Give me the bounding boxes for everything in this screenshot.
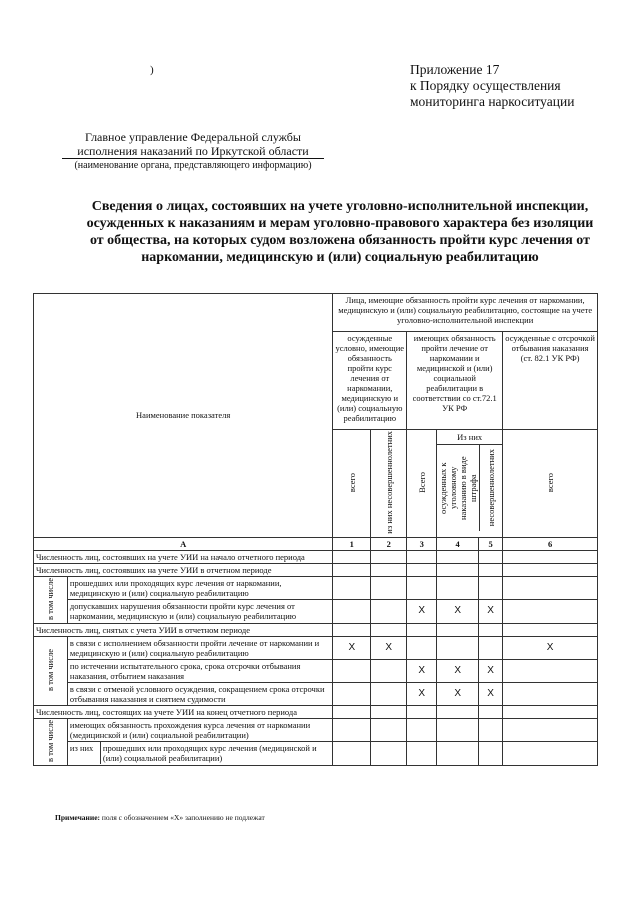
row-during-period: Численность лиц, состоявших на учете УИИ в отчетном периоде	[34, 563, 333, 576]
document-title: Сведения о лицах, состоявших на учете уголовно-исполнительной инспекции, осужденных к наказаниям и мерам уголовно-правового характера без изоляции от общества, на которых судом возложена обязанность пройти курс лечения от наркомании, медицинскую и (или) социальную реабилитацию	[86, 199, 594, 265]
na-mark: X	[479, 682, 503, 705]
na-mark: X	[437, 682, 479, 705]
na-mark: X	[437, 659, 479, 682]
col-all: всего	[333, 430, 371, 538]
row-removed: Численность лиц, снятых с учета УИИ в отчетном периоде	[34, 623, 333, 636]
annex-line-3: мониторинга наркоситуации	[410, 94, 575, 109]
stray-mark: )	[150, 64, 154, 76]
row-obligation-fulfilled: в связи с исполнением обязанности пройти лечение от наркомании и медицинскую и (или) социальную реабилитацию	[67, 636, 332, 659]
row-conviction-cancelled: в связи с отменой условного осуждения, сокращением срока отсрочки отбывания наказания и снятием судимости	[67, 682, 332, 705]
including-label-2: в том числе	[34, 636, 68, 705]
row-violations: допускавших нарушения обязанности пройти курс лечения от наркомании, медицинскую и (или) социальную реабилитацию	[67, 600, 332, 623]
group-header: Лица, имеющие обязанность пройти курс лечения от наркомании, медицинскую и (или) социальную реабилитацию, состоящие на учете уголовно-исполнительной инспекции	[333, 294, 598, 332]
subheader-conditional: осужденные условно, имеющие обязанность пройти курс лечения от наркомании, медицинскую и (или) социальную реабилитацию	[333, 332, 407, 430]
subheader-art-72-1: имеющих обязанность пройти лечение от наркомании и медицинской и (или) социальной реабилитации в соответствии со ст.72.1 УК РФ	[407, 332, 503, 430]
footnote-label: Примечание:	[55, 813, 101, 822]
col-number-1: 1	[333, 537, 371, 550]
col-number-a: А	[34, 537, 333, 550]
col-number-6: 6	[503, 537, 598, 550]
na-mark: X	[333, 636, 371, 659]
organization-line-2: исполнения наказаний по Иркутской области	[62, 144, 324, 159]
including-label-3: в том числе	[34, 718, 68, 765]
row-term-expired: по истечении испытательного срока, срока отсрочки отбывания наказания, отбытием наказания	[67, 659, 332, 682]
of-them-label: Из них	[437, 430, 502, 445]
col-number-3: 3	[407, 537, 437, 550]
na-mark: X	[503, 636, 598, 659]
footnote	[55, 813, 265, 822]
na-mark: X	[371, 636, 407, 659]
col-all-2: всего	[503, 430, 598, 538]
na-mark: X	[407, 682, 437, 705]
including-label-1: в том числе	[34, 576, 68, 623]
row-start-period: Численность лиц, состоявших на учете УИИ на начало отчетного периода	[34, 550, 333, 563]
na-mark: X	[479, 600, 503, 623]
subheader-art-82-1: осужденные с отсрочкой отбывания наказания (ст. 82.1 УК РФ)	[503, 332, 598, 430]
row-undergoing-treatment: прошедших или проходящих курс лечения от наркомании, медицинскую и (или) социальную реабилитацию	[67, 576, 332, 599]
col-number-2: 2	[371, 537, 407, 550]
col-number-5: 5	[479, 537, 503, 550]
of-them-short-label: из них	[68, 742, 101, 764]
footnote-text: поля с обозначением «Х» заполнению не подлежат	[101, 813, 265, 822]
col-fined: осужденных к уголовному наказанию в виде штрафа	[437, 445, 480, 531]
of-them-group	[437, 430, 503, 538]
na-mark: X	[437, 600, 479, 623]
annex-line-1: Приложение 17	[410, 62, 500, 77]
col-number-4: 4	[437, 537, 479, 550]
organization-caption: (наименование органа, представляющего информацию)	[74, 160, 312, 171]
col-minors: из них несовершеннолетних	[371, 430, 407, 538]
row-obligated-treatment: имеющих обязанность прохождения курса лечения от наркомании (медицинской и (или) социальной реабилитации)	[67, 718, 332, 741]
col-total: Всего	[407, 430, 437, 538]
report-table	[33, 293, 598, 766]
row-treated-label: прошедших или проходящих курс лечения (медицинской и (или) социальной реабилитации)	[102, 743, 317, 764]
col-minors-2: несовершеннолетних	[486, 449, 497, 527]
na-mark: X	[479, 659, 503, 682]
organization-line-1: Главное управление Федеральной службы	[85, 130, 301, 144]
indicator-header: Наименование показателя	[34, 294, 333, 538]
annex-block	[410, 62, 574, 110]
na-mark: X	[407, 600, 437, 623]
row-end-period: Численность лиц, состоящих на учете УИИ на конец отчетного периода	[34, 705, 333, 718]
organization-block	[62, 130, 324, 173]
annex-line-2: к Порядку осуществления	[410, 78, 561, 93]
row-treated	[67, 742, 332, 765]
na-mark: X	[407, 659, 437, 682]
